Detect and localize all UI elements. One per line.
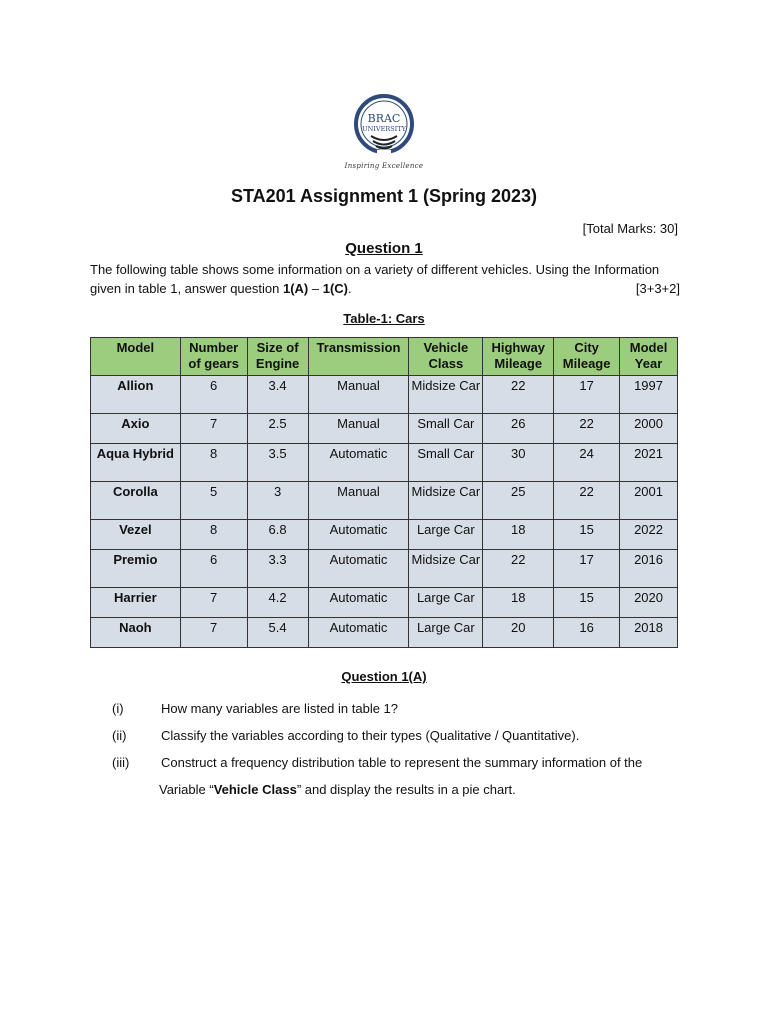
cell-city-mileage: 22 bbox=[554, 414, 620, 444]
table-header-row bbox=[91, 338, 678, 376]
cell-vehicle-class: Large Car bbox=[409, 618, 483, 648]
cell-model-year: 2000 bbox=[620, 414, 678, 444]
cell-vehicle-class: Small Car bbox=[409, 444, 483, 482]
sub-question-continuation bbox=[112, 776, 672, 803]
cell-model-year: 2001 bbox=[620, 482, 678, 520]
header-model-year: Model Year bbox=[620, 338, 678, 376]
intro-dash: – bbox=[308, 281, 323, 296]
cell-transmission: Manual bbox=[308, 376, 409, 414]
cell-highway-mileage: 20 bbox=[483, 618, 554, 648]
cell-model-year: 2022 bbox=[620, 520, 678, 550]
page-title: STA201 Assignment 1 (Spring 2023) bbox=[230, 186, 538, 206]
cell-city-mileage: 17 bbox=[554, 376, 620, 414]
cell-gears: 8 bbox=[180, 520, 247, 550]
question-heading: Question 1 bbox=[345, 240, 423, 257]
cars-table bbox=[90, 337, 678, 648]
cell-transmission: Automatic bbox=[308, 588, 409, 618]
cell-engine: 3.4 bbox=[247, 376, 308, 414]
intro-end: . bbox=[348, 281, 352, 296]
cell-highway-mileage: 22 bbox=[483, 376, 554, 414]
cell-transmission: Automatic bbox=[308, 550, 409, 588]
cell-model: Axio bbox=[91, 414, 181, 444]
cell-transmission: Automatic bbox=[308, 520, 409, 550]
cell-gears: 6 bbox=[180, 376, 247, 414]
intro-marks: [3+3+2] bbox=[635, 281, 680, 296]
header-city-mileage: City Mileage bbox=[554, 338, 620, 376]
cell-transmission: Manual bbox=[308, 414, 409, 444]
sub-question-text: How many variables are listed in table 1? bbox=[161, 701, 399, 716]
cell-model: Harrier bbox=[91, 588, 181, 618]
logo-line1: BRAC bbox=[367, 112, 401, 125]
sub-question-text-b: Variable “ bbox=[159, 782, 214, 797]
cell-city-mileage: 16 bbox=[554, 618, 620, 648]
logo-emblem-icon bbox=[349, 92, 419, 162]
cell-transmission: Manual bbox=[308, 482, 409, 520]
cell-highway-mileage: 22 bbox=[483, 550, 554, 588]
cell-engine: 3 bbox=[247, 482, 308, 520]
cell-engine: 5.4 bbox=[247, 618, 308, 648]
sub-question-number: (ii) bbox=[112, 728, 127, 743]
sub-question-iii bbox=[112, 749, 672, 803]
cell-gears: 6 bbox=[180, 550, 247, 588]
intro-text: The following table shows some information on a variety of different vehicles. Using the Information given in table 1, answer question bbox=[90, 262, 660, 296]
question-1a-heading: Question 1(A) bbox=[341, 669, 427, 684]
total-marks: [Total Marks: 30] bbox=[582, 221, 678, 236]
cell-model: Naoh bbox=[91, 618, 181, 648]
cell-vehicle-class: Small Car bbox=[409, 414, 483, 444]
header-transmission: Transmission bbox=[308, 338, 409, 376]
logo-line2: UNIVERSITY bbox=[362, 125, 406, 133]
table-caption: Table-1: Cars bbox=[343, 311, 425, 326]
cell-model-year: 2021 bbox=[620, 444, 678, 482]
header-highway-mileage: Highway Mileage bbox=[483, 338, 554, 376]
cell-model: Corolla bbox=[91, 482, 181, 520]
header-vehicle-class: Vehicle Class bbox=[409, 338, 483, 376]
table-row bbox=[91, 520, 678, 550]
intro-ref-end: 1(C) bbox=[322, 281, 348, 296]
cell-city-mileage: 15 bbox=[554, 520, 620, 550]
cell-gears: 7 bbox=[180, 414, 247, 444]
table-row bbox=[91, 376, 678, 414]
cell-model: Aqua Hybrid bbox=[91, 444, 181, 482]
cell-transmission: Automatic bbox=[308, 444, 409, 482]
sub-question-text: Construct a frequency distribution table to represent the summary information of the bbox=[161, 755, 643, 770]
intro-ref-start: 1(A) bbox=[282, 281, 309, 296]
table-row bbox=[91, 482, 678, 520]
cell-gears: 7 bbox=[180, 618, 247, 648]
sub-question-ii bbox=[112, 722, 672, 749]
sub-question-text: Classify the variables according to their types (Qualitative / Quantitative). bbox=[161, 728, 580, 743]
cell-gears: 7 bbox=[180, 588, 247, 618]
sub-question-number: (i) bbox=[112, 701, 124, 716]
cell-gears: 5 bbox=[180, 482, 247, 520]
cell-highway-mileage: 18 bbox=[483, 520, 554, 550]
table-row bbox=[91, 588, 678, 618]
cell-transmission: Automatic bbox=[308, 618, 409, 648]
header-gears: Number of gears bbox=[180, 338, 247, 376]
sub-question-variable: Vehicle Class bbox=[213, 782, 297, 797]
cell-model: Allion bbox=[91, 376, 181, 414]
cell-city-mileage: 24 bbox=[554, 444, 620, 482]
intro-paragraph bbox=[90, 260, 680, 298]
logo-tagline: Inspiring Excellence bbox=[344, 162, 424, 170]
cell-model-year: 1997 bbox=[620, 376, 678, 414]
cell-city-mileage: 22 bbox=[554, 482, 620, 520]
table-row bbox=[91, 550, 678, 588]
cell-model-year: 2018 bbox=[620, 618, 678, 648]
cell-highway-mileage: 25 bbox=[483, 482, 554, 520]
table-row bbox=[91, 618, 678, 648]
header-model: Model bbox=[91, 338, 181, 376]
table-row bbox=[91, 444, 678, 482]
cell-engine: 4.2 bbox=[247, 588, 308, 618]
cell-city-mileage: 17 bbox=[554, 550, 620, 588]
cell-vehicle-class: Midsize Car bbox=[409, 482, 483, 520]
cell-model-year: 2016 bbox=[620, 550, 678, 588]
cell-engine: 3.5 bbox=[247, 444, 308, 482]
cell-vehicle-class: Large Car bbox=[409, 588, 483, 618]
cell-model: Premio bbox=[91, 550, 181, 588]
sub-question-i bbox=[112, 695, 672, 722]
sub-question-number: (iii) bbox=[112, 755, 130, 770]
cell-engine: 6.8 bbox=[247, 520, 308, 550]
sub-question-text-c: ” and display the results in a pie chart. bbox=[296, 782, 516, 797]
university-logo bbox=[336, 92, 432, 174]
cell-city-mileage: 15 bbox=[554, 588, 620, 618]
cell-gears: 8 bbox=[180, 444, 247, 482]
header-engine: Size of Engine bbox=[247, 338, 308, 376]
cell-vehicle-class: Large Car bbox=[409, 520, 483, 550]
cell-vehicle-class: Midsize Car bbox=[409, 550, 483, 588]
cell-vehicle-class: Midsize Car bbox=[409, 376, 483, 414]
table-row bbox=[91, 414, 678, 444]
cell-highway-mileage: 26 bbox=[483, 414, 554, 444]
cell-engine: 3.3 bbox=[247, 550, 308, 588]
cell-model-year: 2020 bbox=[620, 588, 678, 618]
cell-engine: 2.5 bbox=[247, 414, 308, 444]
cell-highway-mileage: 18 bbox=[483, 588, 554, 618]
cell-model: Vezel bbox=[91, 520, 181, 550]
cell-highway-mileage: 30 bbox=[483, 444, 554, 482]
